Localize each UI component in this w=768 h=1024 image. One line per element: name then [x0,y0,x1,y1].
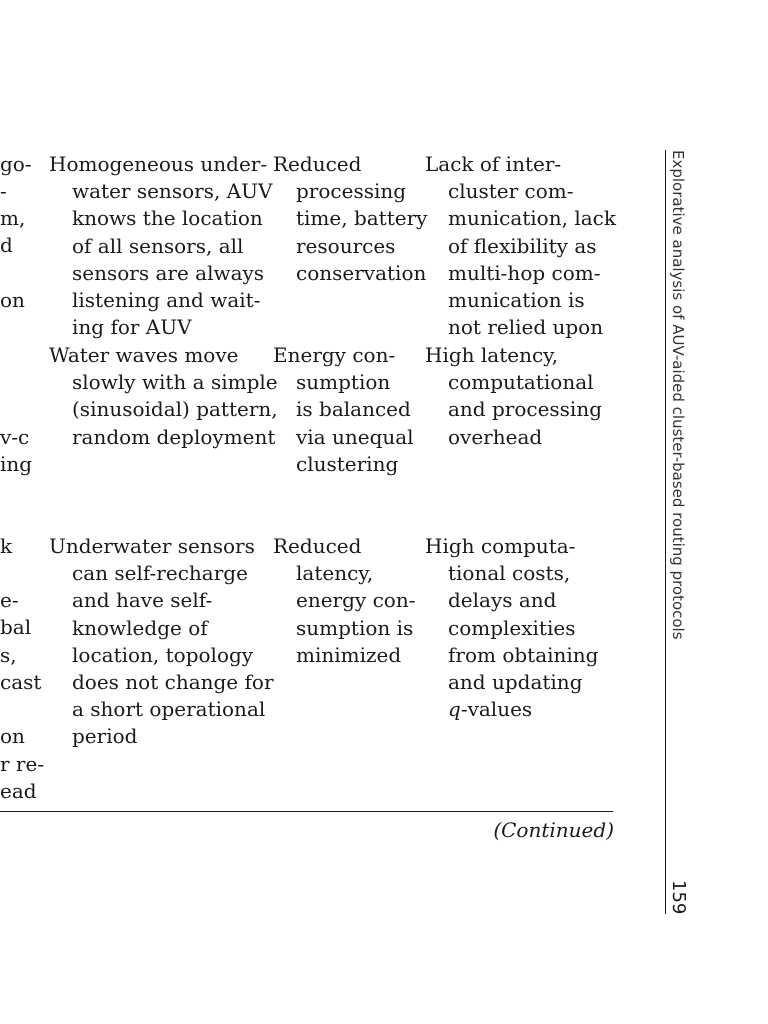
cell-line: latency, [296,561,374,586]
cell-line: can self-recharge [72,561,248,586]
row3-assumptions-cell [49,533,274,751]
row3-advantages-cell [273,533,421,669]
cell-line: time, battery [296,206,428,231]
cell-line: High computa- [425,534,576,558]
cell-line: munication is [448,287,585,312]
fragment-text: ead [0,779,37,803]
row3-limitations-cell [425,533,610,723]
cell-line: Homogeneous under- [49,152,268,176]
page-number-text: 159 [668,880,689,915]
cell-line: Underwater sensors [49,534,255,558]
cell-line: Reduced [273,534,362,558]
q-values-line [425,696,610,723]
cell-line: is balanced [296,397,411,422]
q-variable: q [448,697,461,722]
fragment-text: m, [0,206,26,230]
cell-line: computational [448,370,594,395]
cell-line: munication, lack [448,206,616,231]
cell-line: conservation [296,260,427,285]
cell-line: overhead [448,424,543,449]
row1-assumptions-cell [49,151,273,341]
cell-line: listening and wait- [72,287,261,312]
cell-line: (sinusoidal) pattern, [72,397,278,422]
fragment-text: go- [0,152,32,176]
cell-line: sumption [296,370,391,395]
fragment-text: r re- [0,752,45,776]
cell-line: not relied upon [448,315,604,340]
cell-line: minimized [296,642,402,667]
row1-advantages-cell [273,151,428,287]
cell-line: processing [296,179,407,204]
cell-line: Energy con- [273,343,396,367]
cell-line: and have self- [72,588,213,613]
cell-line: sensors are always [72,260,265,285]
cell-line: sumption is [296,615,414,640]
fragment-text: bal [0,615,32,639]
fragment-text: d [0,233,13,257]
cell-line: delays and [448,588,557,613]
q-values-suffix: -values [460,697,533,722]
cell-line: multi-hop com- [448,260,601,285]
cell-line: period [72,724,138,749]
cell-line: cluster com- [448,179,574,204]
fragment-text: e- [0,588,19,612]
running-head-text: Explorative analysis of AUV-aided cluster-based routing protocols [669,150,687,640]
cell-line: water sensors, AUV [72,179,273,204]
cell-line: and updating [448,669,583,694]
fragment-text: k [0,534,13,558]
cell-line: slowly with a simple [72,370,278,395]
cell-line: location, topology [72,642,254,667]
row1-limitations-cell [425,151,616,341]
fragment-text: v-c [0,425,30,449]
fragment-text: - [0,179,7,203]
fragment-text: on [0,288,25,312]
cell-line: energy con- [296,588,416,613]
fragment-text: ing [0,452,33,476]
cell-line: via unequal [296,424,414,449]
cell-line: clustering [296,451,399,476]
running-head [668,150,688,640]
row2-advantages-cell [273,342,421,478]
cell-line: resources [296,233,396,258]
fragment-text: on [0,724,25,748]
cell-line: and processing [448,397,603,422]
cell-line: High latency, [425,343,559,367]
cell-line: Lack of inter- [425,152,562,176]
cell-line: a short operational [72,697,266,722]
cell-line: does not change for [72,669,274,694]
cell-line: complexities [448,615,576,640]
cell-line: from obtaining [448,642,599,667]
cell-line: of flexibility as [448,233,597,258]
table-bottom-rule [0,811,613,812]
row2-assumptions-cell [49,342,278,451]
cell-line: Water waves move [49,343,239,367]
fragment-text: s, [0,643,17,667]
cell-line: knows the location [72,206,263,231]
continued-label: (Continued) [493,818,614,842]
cell-line: ing for AUV [72,315,192,340]
cell-line: tional costs, [448,561,571,586]
cell-line: of all sensors, all [72,233,244,258]
margin-vertical-rule [665,150,666,914]
fragment-text: cast [0,670,42,694]
page-number [668,880,688,920]
row2-limitations-cell [425,342,610,451]
cell-line: Reduced [273,152,362,176]
cell-line: knowledge of [72,615,208,640]
cell-line: random deployment [72,424,276,449]
